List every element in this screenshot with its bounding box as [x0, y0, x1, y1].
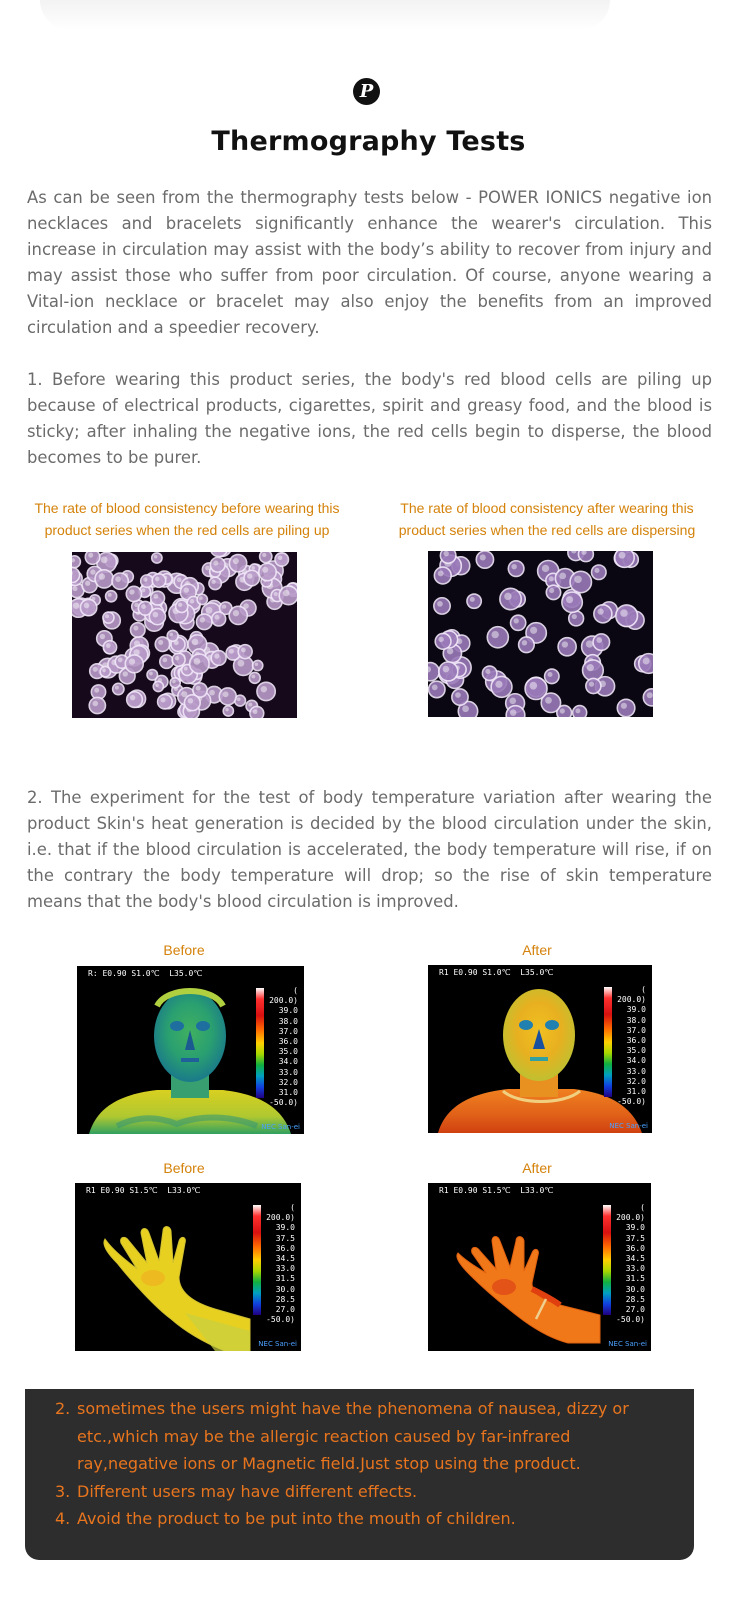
caption-blood-after: The rate of blood consistency after wearing this product series when the red cells are dispersing: [398, 500, 696, 538]
note-item: [55, 1478, 675, 1506]
note-item: [55, 1395, 675, 1478]
note-number: 3.: [55, 1481, 71, 1501]
page-title: Thermography Tests: [211, 126, 526, 157]
thermogram-header: R1 E0.90 S1.0℃ L35.0℃: [439, 968, 554, 977]
thermogram-header: R1 E0.90 S1.5℃ L33.0℃: [86, 1186, 201, 1195]
thermogram-face-before: [77, 966, 304, 1134]
blood-cells-dispersed-image: [428, 551, 653, 717]
thermo-caption-face-after: After: [522, 942, 552, 958]
temperature-scale-labels: ( 200.0) 39.0 38.0 37.0 36.0 35.0 34.0 33.0 32.0 31.0 -50.0): [269, 986, 298, 1108]
section1-paragraph: 1. Before wearing this product series, the body's red blood cells are piling up because of electrical products, cigarettes, spirit and greasy food, and the blood is sticky; after inhaling the negative ions, the red cells begin to disperse, the blood becomes to be purer.: [27, 370, 712, 467]
note-text: sometimes the users might have the phenomena of nausea, dizzy or etc.,which may be the allergic reaction caused by far-infrared ray,negative ions or Magnetic field.Just stop using the product.: [77, 1399, 629, 1473]
temperature-scale-labels: ( 200.0) 39.0 38.0 37.0 36.0 35.0 34.0 33.0 32.0 31.0 -50.0): [617, 985, 646, 1107]
intro-paragraph: As can be seen from the thermography tests below - POWER IONICS negative ion necklaces and bracelets significantly enhance the wearer's circulation. This increase in circulation may assist with the body’s ability to recover from injury and may assist those who suffer from poor circulation. Of course, anyone wearing a Vital-ion necklace or bracelet may also enjoy the benefits from an improved circulation and a speedier recovery.: [27, 188, 712, 337]
temperature-scale-labels: ( 200.0) 39.0 37.5 36.0 34.5 33.0 31.5 30.0 28.5 27.0 -50.0): [266, 1203, 295, 1325]
caption-blood-before: The rate of blood consistency before wearing this product series when the red cells are piling up: [34, 500, 340, 538]
thermogram-hand-before: [75, 1183, 301, 1351]
blood-cells-piled-image: [72, 552, 297, 718]
thermo-caption-face-before: Before: [163, 942, 205, 958]
note-number: 2.: [55, 1399, 71, 1418]
note-item: [55, 1505, 675, 1533]
thermogram-header: R1 E0.90 S1.5℃ L33.0℃: [439, 1186, 554, 1195]
pinterest-icon[interactable]: P: [353, 78, 380, 105]
section2-paragraph: 2. The experiment for the test of body temperature variation after wearing the product Skin's heat generation is decided by the blood circulation under the skin, i.e. that if the blood circulation is accelerated, the body temperature will rise, if on the contrary the body temperature will drop; so the rise of skin temperature means that the body's blood circulation is improved.: [27, 788, 712, 911]
thermogram-header: R: E0.90 S1.0℃ L35.0℃: [88, 969, 203, 978]
thermo-caption-hand-after: After: [522, 1160, 552, 1176]
note-number: 4.: [55, 1509, 71, 1528]
thermogram-face-after: [428, 965, 652, 1133]
notes-panel: [25, 1389, 694, 1560]
temperature-scale-labels: ( 200.0) 39.0 37.5 36.0 34.5 33.0 31.5 30.0 28.5 27.0 -50.0): [616, 1203, 645, 1325]
top-fade-bar: [40, 0, 610, 30]
notes-list: [55, 1395, 675, 1533]
camera-brand-label: NEC San-ei: [609, 1122, 648, 1130]
note-text: Avoid the product to be put into the mouth of children.: [77, 1509, 516, 1528]
thermogram-hand-after: [428, 1183, 651, 1351]
thermo-caption-hand-before: Before: [163, 1160, 205, 1176]
camera-brand-label: NEC San-ei: [608, 1340, 647, 1348]
camera-brand-label: NEC San-ei: [261, 1123, 300, 1131]
camera-brand-label: NEC San-ei: [258, 1340, 297, 1348]
note-text: Different users may have different effects.: [77, 1481, 418, 1501]
